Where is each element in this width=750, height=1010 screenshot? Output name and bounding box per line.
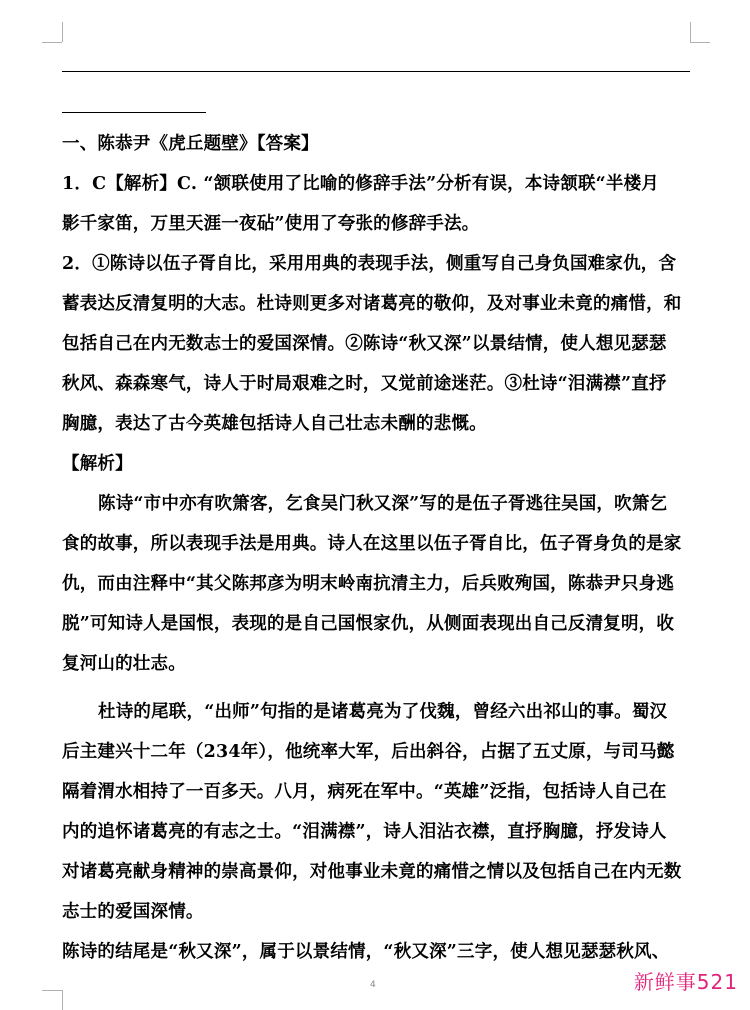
answer-2	[62, 244, 692, 444]
answer-2-line: 胸臆，表达了古今英雄包括诗人自己壮志未酬的悲慨。	[62, 414, 487, 434]
paragraph-line: 复河山的壮志。	[62, 654, 186, 674]
footnote-separator-rule	[62, 112, 206, 113]
answer-1-line: 1．C【解析】C. “颔联使用了比喻的修辞手法”分析有误，本诗颔联“半楼月	[62, 174, 660, 194]
paragraph-line: 食的故事，所以表现手法是用典。诗人在这里以伍子胥自比，伍子胥身负的是家	[62, 534, 682, 554]
analysis-paragraph-3	[62, 932, 692, 972]
answer-1	[62, 164, 692, 244]
paragraph-line: 陈诗的结尾是“秋又深”，属于以景结情，“秋又深”三字，使人想见瑟瑟秋风、	[62, 942, 670, 962]
answer-2-line: 2．①陈诗以伍子胥自比，采用用典的表现手法，侧重写自己身负国难家仇，含	[62, 254, 677, 274]
answer-1-line: 影千家笛，万里天涯一夜砧”使用了夸张的修辞手法。	[62, 214, 480, 234]
section-heading: 一、陈恭尹《虎丘题壁》【答案】	[62, 134, 319, 154]
paragraph-line: 脱”可知诗人是国恨，表现的是自己国恨家仇，从侧面表现出自己反清复明，收	[62, 614, 675, 634]
answer-2-line: 包括自己在内无数志士的爱国深情。②陈诗“秋又深”以景结情，使人想见瑟瑟	[62, 334, 667, 354]
paragraph-line: 对诸葛亮献身精神的崇高景仰，对他事业未竟的痛惜之情以及包括自己在内无数	[62, 862, 682, 882]
paragraph-line: 杜诗的尾联，“出师”句指的是诸葛亮为了伐魏，曾经六出祁山的事。蜀汉	[98, 702, 668, 722]
paragraph-line: 陈诗“市中亦有吹箫客，乞食吴门秋又深”写的是伍子胥逃往吴国，吹箫乞	[98, 494, 668, 514]
paragraph-line: 志士的爱国深情。	[62, 902, 204, 922]
analysis-title: 【解析】	[62, 454, 133, 474]
watermark: 新鲜事521	[633, 970, 738, 994]
paragraph-line: 仇，而由注释中“其父陈邦彦为明末岭南抗清主力，后兵败殉国，陈恭尹只身逃	[62, 574, 675, 594]
document-body	[62, 124, 692, 972]
paragraph-line: 隔着渭水相持了一百多天。八月，病死在军中。“英雄”泛指，包括诗人自己在	[62, 782, 667, 802]
paragraph-line: 后主建兴十二年（234年），他统率大军，后出斜谷，占据了五丈原，与司马懿	[62, 742, 675, 762]
analysis-paragraph-1	[62, 484, 692, 684]
header-rule	[62, 71, 690, 72]
analysis-paragraph-2	[62, 692, 692, 932]
answer-2-line: 蓄表达反清复明的大志。杜诗则更多对诸葛亮的敬仰，及对事业未竟的痛惜，和	[62, 294, 682, 314]
page-number: 4	[370, 980, 376, 990]
answer-2-line: 秋风、森森寒气，诗人于时局艰难之时，又觉前途迷茫。③杜诗“泪满襟”直抒	[62, 374, 667, 394]
paragraph-line: 内的追怀诸葛亮的有志之士。“泪满襟”，诗人泪沾衣襟，直抒胸臆，抒发诗人	[62, 822, 667, 842]
